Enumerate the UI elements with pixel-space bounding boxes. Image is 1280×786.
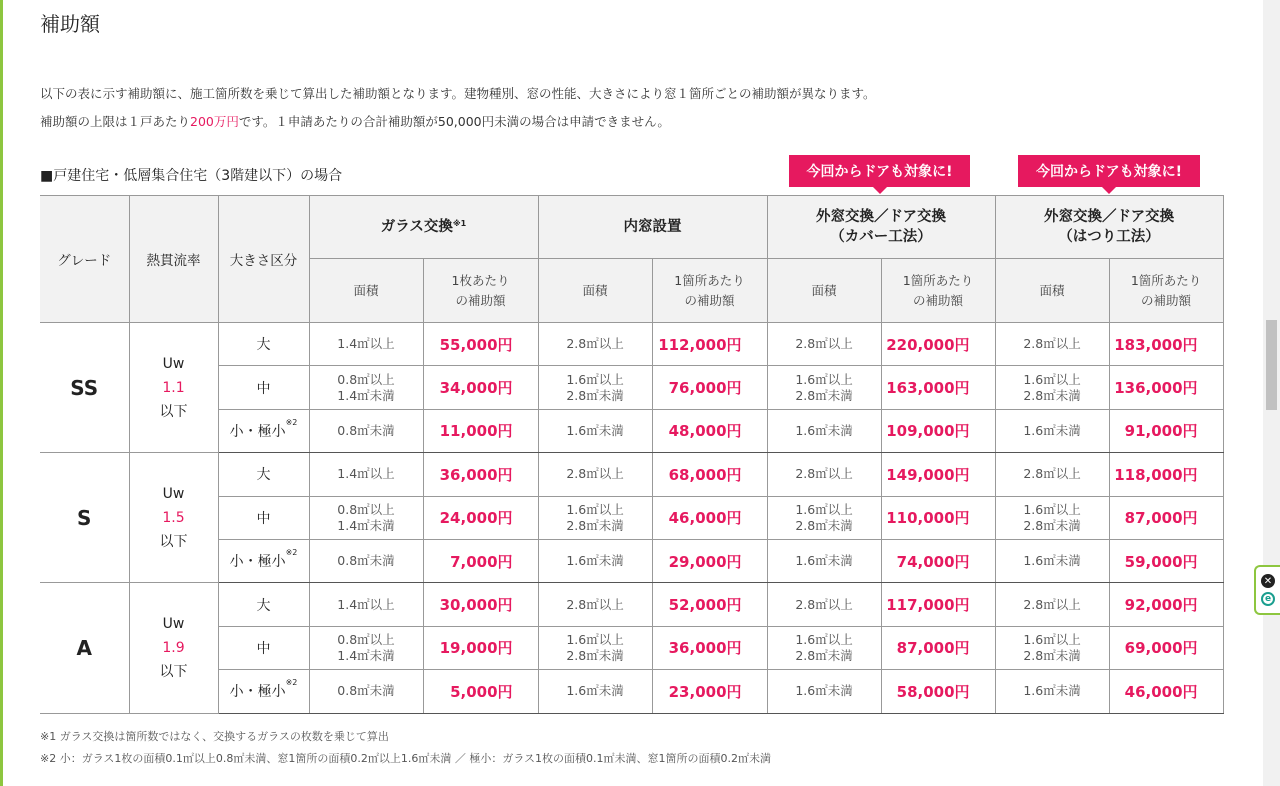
grade-label: A <box>40 583 129 713</box>
subsidy-amount: 59,000円 <box>1109 539 1223 582</box>
area-cell <box>309 496 423 539</box>
subsidy-amount: 68,000円 <box>652 453 767 496</box>
table-row <box>40 670 1223 713</box>
area-text: 1.4㎡以上 <box>337 336 395 352</box>
area-text: 2.8㎡以上 <box>1023 336 1081 352</box>
subheader-amount-l1: 1箇所あたり <box>674 272 745 288</box>
subsidy-amount: 112,000円 <box>652 323 767 366</box>
subheader-amount-per-window <box>1109 259 1223 323</box>
footnote-ref-2: ※2 <box>285 548 298 558</box>
new-door-badge-cover: 今回からドアも対象に! <box>789 155 970 187</box>
size-category <box>218 670 309 713</box>
area-text-upper: 2.8㎡未満 <box>566 387 624 403</box>
subheader-area: 面積 <box>309 259 423 323</box>
uw-label: Uw <box>162 355 185 372</box>
subsidy-amount: 110,000円 <box>881 496 995 539</box>
area-text-upper: 2.8㎡未満 <box>795 387 853 403</box>
size-label: 小・極小 <box>229 423 286 440</box>
subsidy-amount: 69,000円 <box>1109 626 1223 669</box>
area-cell <box>309 539 423 582</box>
area-cell <box>767 670 881 713</box>
area-cell <box>538 366 652 409</box>
subsidy-amount: 58,000円 <box>881 670 995 713</box>
area-text: 1.6㎡以上 <box>795 371 853 387</box>
area-text-upper: 2.8㎡未満 <box>566 647 624 663</box>
area-text: 1.6㎡以上 <box>795 501 853 517</box>
area-text: 1.6㎡未満 <box>1023 553 1081 569</box>
subheader-amount-l1: 1箇所あたり <box>1130 272 1202 288</box>
table-body <box>40 323 1223 714</box>
size-label: 中 <box>256 640 271 657</box>
area-text: 0.8㎡未満 <box>337 553 395 569</box>
grade-label: S <box>40 453 129 583</box>
area-text-upper: 2.8㎡未満 <box>1023 517 1081 533</box>
section-heading: 補助額 <box>40 12 100 36</box>
area-text: 1.4㎡以上 <box>337 596 395 612</box>
subsidy-amount: 36,000円 <box>423 453 538 496</box>
table-row <box>40 496 1223 539</box>
area-cell <box>309 670 423 713</box>
area-cell <box>767 366 881 409</box>
area-text-upper: 2.8㎡未満 <box>795 517 853 533</box>
e-icon[interactable]: e <box>1261 592 1275 606</box>
area-cell <box>309 409 423 452</box>
area-text: 2.8㎡以上 <box>795 466 853 482</box>
uw-label: Uw <box>162 485 185 502</box>
size-label: 大 <box>256 597 271 614</box>
size-label: 小・極小 <box>229 684 286 701</box>
header-size: 大きさ区分 <box>218 196 309 323</box>
area-cell <box>538 539 652 582</box>
header-inner-window <box>538 196 767 259</box>
subsidy-amount: 220,000円 <box>881 323 995 366</box>
area-cell <box>309 583 423 626</box>
subheader-amount-per-pane-l1: 1枚あたり <box>451 272 510 288</box>
subsidy-amount: 23,000円 <box>652 670 767 713</box>
size-category <box>218 453 309 496</box>
area-text: 2.8㎡以上 <box>566 466 624 482</box>
area-text: 0.8㎡以上 <box>337 501 395 517</box>
uw-value <box>129 583 218 713</box>
area-text: 1.6㎡未満 <box>566 683 624 699</box>
area-text-upper: 2.8㎡未満 <box>795 647 853 663</box>
size-label: 小・極小 <box>229 554 286 571</box>
intro-line-1: 以下の表に示す補助額に、施工箇所数を乗じて算出した補助額となります。建物種別、窓の性能、大きさにより窓１箇所ごとの補助額が異なります。 <box>40 86 876 101</box>
uw-value <box>129 323 218 453</box>
area-cell <box>995 670 1109 713</box>
area-cell <box>995 323 1109 366</box>
area-cell <box>767 323 881 366</box>
scrollbar-thumb[interactable] <box>1266 320 1277 410</box>
area-cell <box>995 366 1109 409</box>
area-text: 2.8㎡以上 <box>566 336 624 352</box>
subsidy-cap: 200万円 <box>190 114 239 129</box>
area-text: 1.6㎡以上 <box>795 631 853 647</box>
footnote-2: ※2 小：ガラス1枚の面積0.1㎡以上0.8㎡未満、窓1箇所の面積0.2㎡以上1.6㎡未満 ／ 極小：ガラス1枚の面積0.1㎡未満、窓1箇所の面積0.2㎡未満 <box>40 752 771 765</box>
area-cell <box>538 583 652 626</box>
subheader-area: 面積 <box>767 259 881 323</box>
table-row <box>40 453 1223 496</box>
header-cover-method-line1: 外窓交換／ドア交換 <box>815 209 947 225</box>
left-frame-border <box>0 0 3 786</box>
area-text-upper: 2.8㎡未満 <box>1023 647 1081 663</box>
area-cell <box>309 626 423 669</box>
subsidy-amount: 76,000円 <box>652 366 767 409</box>
subheader-amount-l1: 1箇所あたり <box>902 272 974 288</box>
area-text: 1.6㎡未満 <box>795 553 853 569</box>
table-row <box>40 409 1223 452</box>
subsidy-amount: 163,000円 <box>881 366 995 409</box>
subsidy-amount: 92,000円 <box>1109 583 1223 626</box>
header-inner-window-label: 内窓設置 <box>623 219 682 235</box>
area-cell <box>995 583 1109 626</box>
area-text: 1.6㎡以上 <box>566 371 624 387</box>
area-cell <box>767 453 881 496</box>
subsidy-amount: 183,000円 <box>1109 323 1223 366</box>
size-label: 大 <box>256 467 271 484</box>
area-text-upper: 1.4㎡未満 <box>337 517 395 533</box>
subheader-amount-per-pane-l2: の補助額 <box>455 292 506 308</box>
subsidy-amount: 19,000円 <box>423 626 538 669</box>
header-cover-method-line2: （カバー工法） <box>830 229 932 245</box>
subsidy-amount: 52,000円 <box>652 583 767 626</box>
table-title: ■戸建住宅・低層集合住宅（3階建以下）の場合 <box>40 168 343 184</box>
area-text: 1.6㎡未満 <box>1023 683 1081 699</box>
area-text: 1.6㎡未満 <box>566 553 624 569</box>
subsidy-amount: 87,000円 <box>1109 496 1223 539</box>
size-category <box>218 366 309 409</box>
intro-line-2-pre: 補助額の上限は１戸あたり <box>40 114 191 129</box>
size-category <box>218 583 309 626</box>
subsidy-table <box>40 195 1224 714</box>
header-hatsuri-method-line1: 外窓交換／ドア交換 <box>1044 209 1175 225</box>
subsidy-amount: 91,000円 <box>1109 409 1223 452</box>
area-text: 1.6㎡以上 <box>1023 631 1081 647</box>
area-text: 1.6㎡未満 <box>1023 422 1081 438</box>
area-text: 2.8㎡以上 <box>566 596 624 612</box>
subsidy-amount: 11,000円 <box>423 409 538 452</box>
area-cell <box>538 409 652 452</box>
size-category <box>218 323 309 366</box>
area-cell <box>538 626 652 669</box>
area-text: 1.6㎡以上 <box>566 631 624 647</box>
area-cell <box>538 670 652 713</box>
area-cell <box>767 626 881 669</box>
area-text-upper: 2.8㎡未満 <box>1023 387 1081 403</box>
subsidy-amount: 29,000円 <box>652 539 767 582</box>
subsidy-amount: 118,000円 <box>1109 453 1223 496</box>
area-text: 1.6㎡未満 <box>795 683 853 699</box>
header-heat-transmission: 熱貫流率 <box>129 196 218 323</box>
subsidy-amount: 5,000円 <box>423 670 538 713</box>
area-cell <box>309 366 423 409</box>
intro-line-2 <box>40 108 876 136</box>
subsidy-amount: 149,000円 <box>881 453 995 496</box>
subsidy-amount: 36,000円 <box>652 626 767 669</box>
area-text: 1.4㎡以上 <box>337 466 395 482</box>
subsidy-amount: 55,000円 <box>423 323 538 366</box>
subheader-area: 面積 <box>538 259 652 323</box>
subsidy-amount: 117,000円 <box>881 583 995 626</box>
header-cover-method <box>767 196 995 259</box>
size-category <box>218 409 309 452</box>
table-header <box>40 196 1223 323</box>
side-widget[interactable] <box>1254 565 1280 615</box>
header-glass-exchange <box>309 196 538 259</box>
area-text: 1.6㎡以上 <box>1023 501 1081 517</box>
area-text: 0.8㎡未満 <box>337 422 395 438</box>
subheader-amount-l2: の補助額 <box>913 292 964 308</box>
subheader-area: 面積 <box>995 259 1109 323</box>
area-cell <box>995 453 1109 496</box>
area-cell <box>538 496 652 539</box>
footnote-ref-2: ※2 <box>285 417 298 427</box>
uw-label: Uw <box>162 615 185 632</box>
footnotes <box>40 726 771 770</box>
subheader-amount-per-window <box>652 259 767 323</box>
subsidy-amount: 24,000円 <box>423 496 538 539</box>
uw-suffix: 以下 <box>159 403 188 420</box>
subsidy-amount: 109,000円 <box>881 409 995 452</box>
table-row <box>40 323 1223 366</box>
area-text: 1.6㎡以上 <box>1023 371 1081 387</box>
area-cell <box>767 583 881 626</box>
table-row <box>40 539 1223 582</box>
area-text: 0.8㎡未満 <box>337 683 395 699</box>
uw-number: 1.5 <box>162 509 185 526</box>
subsidy-amount: 87,000円 <box>881 626 995 669</box>
uw-value <box>129 453 218 583</box>
size-category <box>218 626 309 669</box>
footnote-1: ※1 ガラス交換は箇所数ではなく、交換するガラスの枚数を乗じて算出 <box>40 730 389 743</box>
area-text-upper: 1.4㎡未満 <box>337 387 395 403</box>
uw-number: 1.1 <box>162 379 185 396</box>
intro-text <box>40 80 876 136</box>
area-cell <box>767 539 881 582</box>
size-label: 中 <box>256 510 271 527</box>
size-label: 大 <box>256 337 271 354</box>
area-text: 2.8㎡以上 <box>1023 466 1081 482</box>
area-text: 0.8㎡以上 <box>337 371 395 387</box>
close-icon[interactable]: ✕ <box>1261 574 1275 588</box>
area-cell <box>538 323 652 366</box>
area-text: 1.6㎡以上 <box>566 501 624 517</box>
table-row <box>40 626 1223 669</box>
subsidy-amount: 46,000円 <box>1109 670 1223 713</box>
area-cell <box>767 409 881 452</box>
table-row <box>40 366 1223 409</box>
area-cell <box>538 453 652 496</box>
area-text: 2.8㎡以上 <box>1023 596 1081 612</box>
subheader-amount-per-window <box>881 259 995 323</box>
header-hatsuri-method <box>995 196 1223 259</box>
area-text: 1.6㎡未満 <box>795 422 853 438</box>
area-text: 1.6㎡未満 <box>566 422 624 438</box>
new-door-badge-hatsuri: 今回からドアも対象に! <box>1018 155 1200 187</box>
uw-suffix: 以下 <box>159 533 188 550</box>
area-text-upper: 1.4㎡未満 <box>337 647 395 663</box>
subheader-amount-per-pane <box>423 259 538 323</box>
subsidy-amount: 7,000円 <box>423 539 538 582</box>
footnote-ref-2: ※2 <box>285 678 298 688</box>
table-row <box>40 583 1223 626</box>
subsidy-amount: 136,000円 <box>1109 366 1223 409</box>
area-cell <box>309 453 423 496</box>
area-cell <box>995 409 1109 452</box>
size-category <box>218 496 309 539</box>
vertical-scrollbar[interactable] <box>1263 0 1280 786</box>
area-cell <box>995 496 1109 539</box>
intro-line-2-post: です。１申請あたりの合計補助額が50,000円未満の場合は申請できません。 <box>238 114 670 129</box>
uw-suffix: 以下 <box>159 663 188 680</box>
grade-label: SS <box>40 323 129 453</box>
area-cell <box>995 539 1109 582</box>
subsidy-amount: 34,000円 <box>423 366 538 409</box>
header-grade: グレード <box>40 196 129 323</box>
size-category <box>218 539 309 582</box>
header-glass-exchange-label: ガラス交換 <box>380 219 453 235</box>
area-text-upper: 2.8㎡未満 <box>566 517 624 533</box>
subsidy-amount: 30,000円 <box>423 583 538 626</box>
subsidy-amount: 48,000円 <box>652 409 767 452</box>
subheader-amount-l2: の補助額 <box>1141 292 1192 308</box>
area-text: 2.8㎡以上 <box>795 596 853 612</box>
uw-number: 1.9 <box>162 639 185 656</box>
subsidy-amount: 46,000円 <box>652 496 767 539</box>
subheader-amount-l2: の補助額 <box>684 292 735 308</box>
subsidy-amount: 74,000円 <box>881 539 995 582</box>
header-hatsuri-method-line2: （はつり工法） <box>1058 229 1160 245</box>
area-cell <box>309 323 423 366</box>
area-cell <box>767 496 881 539</box>
size-label: 中 <box>256 380 271 397</box>
area-text: 0.8㎡以上 <box>337 631 395 647</box>
area-cell <box>995 626 1109 669</box>
footnote-ref-1: ※1 <box>452 219 467 228</box>
area-text: 2.8㎡以上 <box>795 336 853 352</box>
